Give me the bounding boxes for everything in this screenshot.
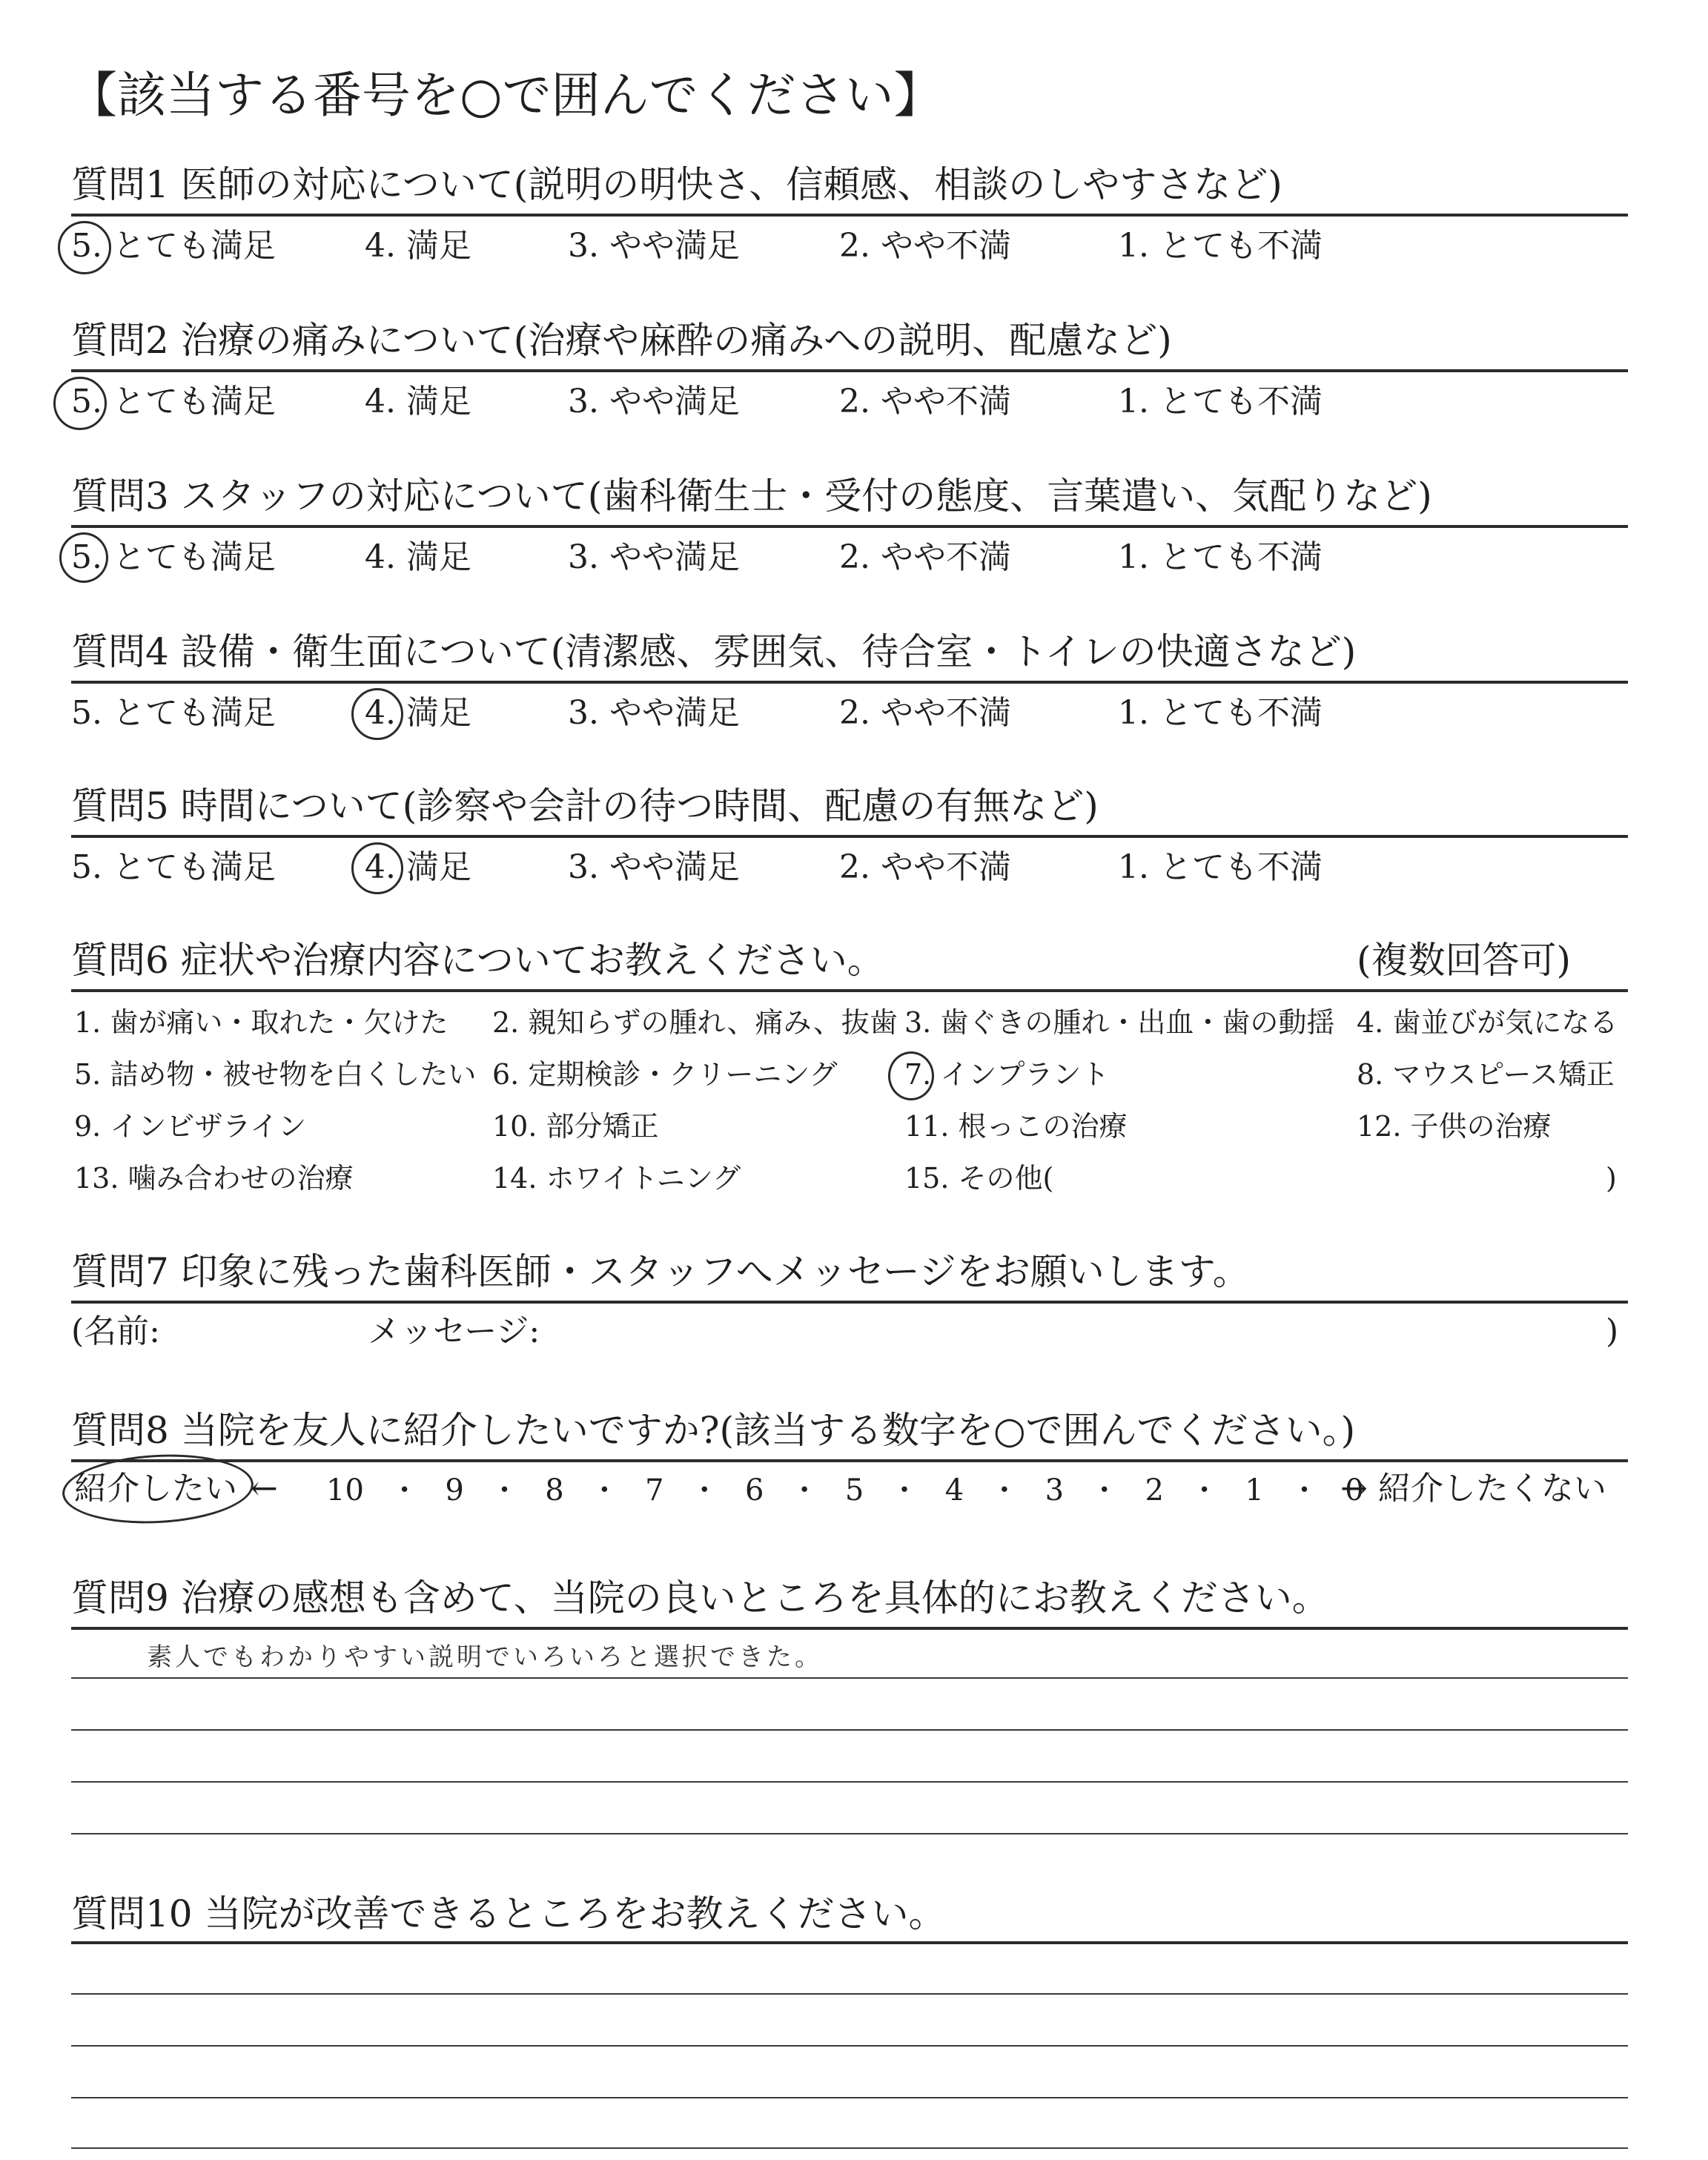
question-10-label: 質問10 当院が改善できるところをお教えください。 [71, 1892, 946, 1935]
q4-option-2[interactable]: 2. やや不満 [839, 694, 1011, 732]
q1-option-3[interactable]: 3. やや満足 [568, 227, 740, 265]
q3-option-3[interactable]: 3. やや満足 [568, 538, 740, 576]
question-9-rule [71, 1627, 1628, 1630]
q10-answer-line-3 [71, 2097, 1628, 2098]
q6-option-10[interactable]: 10. 部分矯正 [492, 1110, 659, 1143]
q6-option-3[interactable]: 3. 歯ぐきの腫れ・出血・歯の動揺 [904, 1006, 1335, 1039]
q5-option-2[interactable]: 2. やや不満 [839, 848, 1011, 886]
q1-option-4[interactable]: 4. 満足 [365, 227, 471, 265]
q9-answer-line-3 [71, 1781, 1628, 1783]
q6-option-7[interactable]: 7. インプラント [904, 1058, 1110, 1091]
q7-message-label: メッセージ: [368, 1312, 540, 1350]
q6-option-9[interactable]: 9. インビザライン [74, 1110, 307, 1143]
q2-option-5[interactable]: 5. とても満足 [71, 383, 276, 420]
q6-option-11[interactable]: 11. 根っこの治療 [904, 1110, 1128, 1143]
q3-option-2[interactable]: 2. やや不満 [839, 538, 1011, 576]
q5-option-4[interactable]: 4. 満足 [365, 848, 471, 886]
q6-option-13[interactable]: 13. 噛み合わせの治療 [74, 1162, 354, 1195]
q6-option-2[interactable]: 2. 親知らずの腫れ、痛み、抜歯 [492, 1006, 898, 1039]
question-6-label: 質問6 症状や治療内容についてお教えください。 [71, 939, 884, 982]
q4-option-3[interactable]: 3. やや満足 [568, 694, 740, 732]
q10-answer-line-1 [71, 1993, 1628, 1995]
q5-option-5[interactable]: 5. とても満足 [71, 848, 276, 886]
q1-option-1[interactable]: 1. とても不満 [1118, 227, 1323, 265]
q10-answer-line-2 [71, 2045, 1628, 2047]
q4-option-1[interactable]: 1. とても不満 [1118, 694, 1323, 732]
q2-option-4[interactable]: 4. 満足 [365, 383, 471, 420]
q6-selection-circle [888, 1051, 934, 1100]
q6-option-6[interactable]: 6. 定期検診・クリーニング [492, 1058, 838, 1091]
q9-answer-line-4 [71, 1833, 1628, 1834]
q8-left-label[interactable]: 紹介したい [74, 1470, 237, 1507]
q7-name-label: (名前: [71, 1312, 160, 1350]
q2-option-3[interactable]: 3. やや満足 [568, 383, 740, 420]
q9-handwritten-answer: 素人でもわかりやすい説明でいろいろと選択できた。 [147, 1642, 823, 1672]
q3-option-1[interactable]: 1. とても不満 [1118, 538, 1323, 576]
q2-option-2[interactable]: 2. やや不満 [839, 383, 1011, 420]
q9-answer-line-1 [71, 1677, 1628, 1679]
question-5-label: 質問5 時間について(診察や会計の待つ時間、配慮の有無など) [71, 785, 1099, 828]
question-4-label: 質問4 設備・衛生面について(清潔感、雰囲気、待合室・トイレの快適さなど) [71, 630, 1357, 673]
q5-selection-circle [351, 842, 403, 894]
q5-option-1[interactable]: 1. とても不満 [1118, 848, 1323, 886]
form-title: 【該当する番号を○で囲んでください】 [68, 67, 943, 124]
question-9-label: 質問9 治療の感想も含めて、当院の良いところを具体的にお教えください。 [71, 1576, 1329, 1619]
q7-close-paren: ) [1606, 1312, 1619, 1350]
q1-selection-circle [58, 221, 111, 274]
question-4-rule [71, 681, 1628, 684]
q6-option-15[interactable]: 15. その他( [904, 1162, 1054, 1195]
question-6-note: (複数回答可) [1357, 939, 1572, 982]
question-8-rule [71, 1459, 1628, 1462]
question-6-rule [71, 989, 1628, 992]
question-7-label: 質問7 印象に残った歯科医師・スタッフへメッセージをお願いします。 [71, 1250, 1250, 1293]
q1-option-5[interactable]: 5. とても満足 [71, 227, 276, 265]
q6-option-8[interactable]: 8. マウスピース矯正 [1357, 1058, 1615, 1091]
question-3-label: 質問3 スタッフの対応について(歯科衛生士・受付の態度、言葉遣い、気配りなど) [71, 475, 1432, 518]
q6-option-1[interactable]: 1. 歯が痛い・取れた・欠けた [74, 1006, 448, 1039]
q3-option-5[interactable]: 5. とても満足 [71, 538, 276, 576]
question-8-label: 質問8 当院を友人に紹介したいですか?(該当する数字を○で囲んでください。) [71, 1409, 1356, 1452]
question-3-rule [71, 525, 1628, 528]
q6-option-12[interactable]: 12. 子供の治療 [1357, 1110, 1552, 1143]
q3-selection-circle [59, 532, 108, 583]
q2-option-1[interactable]: 1. とても不満 [1118, 383, 1323, 420]
q4-option-5[interactable]: 5. とても満足 [71, 694, 276, 732]
q6-option-14[interactable]: 14. ホワイトニング [492, 1162, 741, 1195]
q1-option-2[interactable]: 2. やや不満 [839, 227, 1011, 265]
question-1-rule [71, 214, 1628, 217]
q4-option-4[interactable]: 4. 満足 [365, 694, 471, 732]
q5-option-3[interactable]: 3. やや満足 [568, 848, 740, 886]
q8-right-label[interactable]: → 紹介したくない [1340, 1470, 1606, 1507]
q8-scale[interactable]: 10 ・ 9 ・ 8 ・ 7 ・ 6 ・ 5 ・ 4 ・ 3 ・ 2 ・ 1 ・ 0 [326, 1473, 1364, 1507]
question-7-rule [71, 1301, 1628, 1304]
q6-option-4[interactable]: 4. 歯並びが気になる [1357, 1006, 1618, 1039]
q6-option-5[interactable]: 5. 詰め物・被せ物を白くしたい [74, 1058, 477, 1091]
question-5-rule [71, 835, 1628, 838]
q2-selection-circle [53, 377, 107, 430]
q6-option-15-close: ) [1606, 1162, 1617, 1195]
question-2-label: 質問2 治療の痛みについて(治療や麻酔の痛みへの説明、配慮など) [71, 319, 1172, 362]
q8-left-arrow: ← [251, 1470, 278, 1507]
question-10-rule [71, 1941, 1628, 1944]
q10-answer-line-4 [71, 2147, 1628, 2149]
question-1-label: 質問1 医師の対応について(説明の明快さ、信頼感、相談のしやすさなど) [71, 163, 1282, 206]
question-2-rule [71, 369, 1628, 372]
q9-answer-line-2 [71, 1729, 1628, 1731]
q3-option-4[interactable]: 4. 満足 [365, 538, 471, 576]
q4-selection-circle [351, 688, 403, 740]
